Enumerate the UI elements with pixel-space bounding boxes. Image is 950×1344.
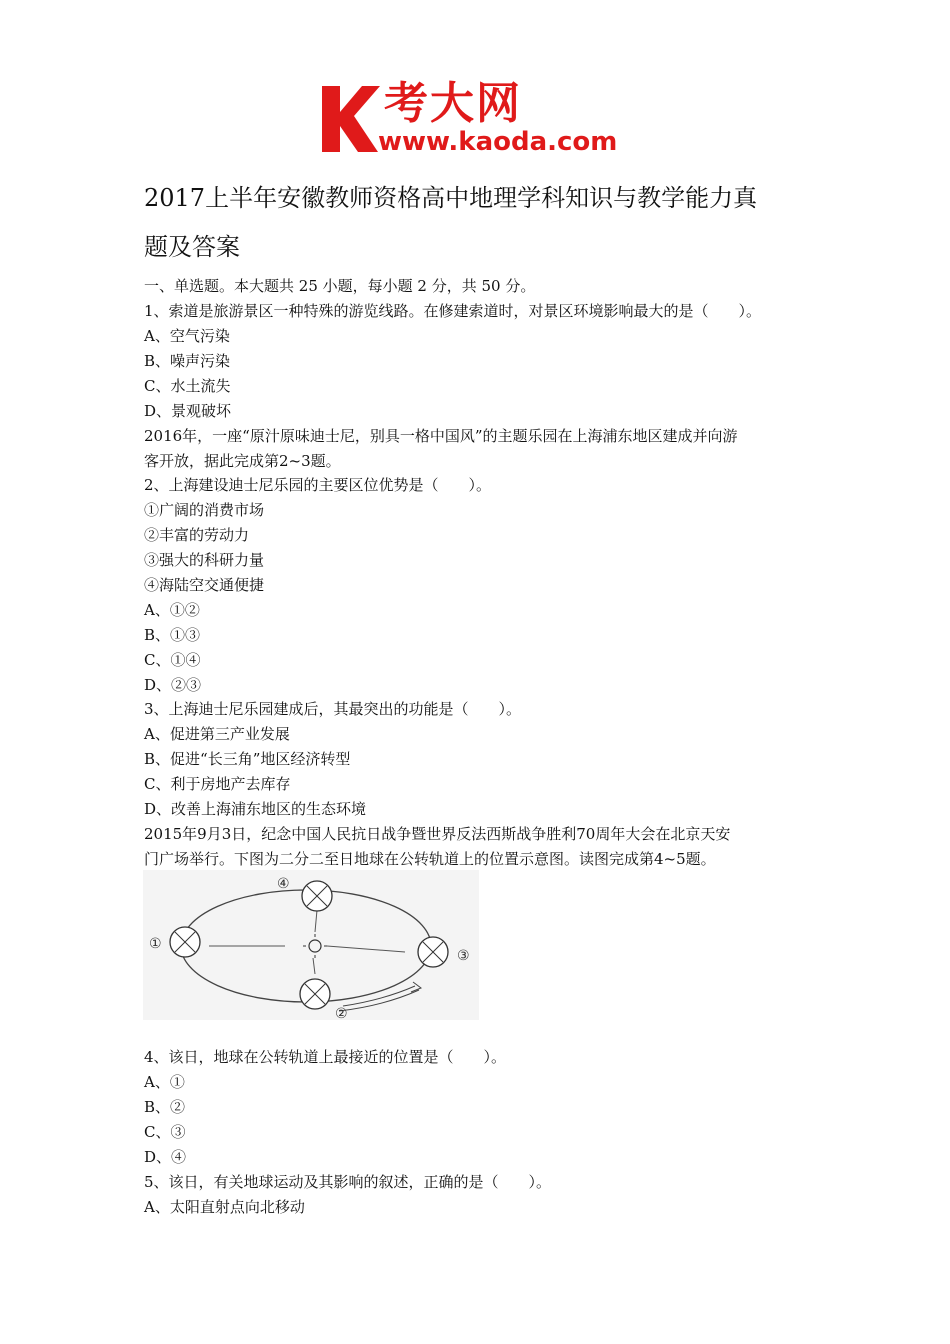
option-line: C、利于房地产去库存 xyxy=(144,775,291,793)
page-title-line-1: 2017上半年安徽教师资格高中地理学科知识与教学能力真 xyxy=(144,184,758,212)
question-5: 5、该日，有关地球运动及其影响的叙述，正确的是（ ）。 xyxy=(144,1173,552,1191)
statement-line: ③强大的科研力量 xyxy=(144,551,265,569)
option-line: A、①② xyxy=(144,601,200,619)
position-label: ④ xyxy=(277,876,290,892)
statement-line: ①广阔的消费市场 xyxy=(144,501,265,519)
option-line: C、水土流失 xyxy=(144,377,231,395)
position-label: ③ xyxy=(457,948,470,964)
option-line: B、噪声污染 xyxy=(144,352,231,370)
position-label: ② xyxy=(335,1006,348,1020)
option-line: D、改善上海浦东地区的生态环境 xyxy=(144,800,367,818)
k-logo-icon xyxy=(318,82,382,154)
passage-line: 2015年9月3日，纪念中国人民抗日战争暨世界反法西斯战争胜利70周年大会在北京天安 xyxy=(144,825,731,843)
question-1: 1、索道是旅游景区一种特殊的游览线路。在修建索道时，对景区环境影响最大的是（ ）。 xyxy=(144,302,762,320)
statement-line: ④海陆空交通便捷 xyxy=(144,576,265,594)
option-line: D、景观破坏 xyxy=(144,402,232,420)
option-line: C、①④ xyxy=(144,651,201,669)
earth-icon xyxy=(302,881,332,911)
sun-icon xyxy=(303,934,327,958)
earth-orbit-diagram xyxy=(143,870,479,1020)
option-line: A、空气污染 xyxy=(144,327,230,345)
option-line: D、④ xyxy=(144,1148,187,1166)
earth-icon xyxy=(300,979,330,1009)
section-heading: 一、单选题。本大题共 25 小题，每小题 2 分，共 50 分。 xyxy=(144,277,536,295)
orbit-direction-arrow-icon xyxy=(339,982,421,1011)
option-line: B、② xyxy=(144,1098,186,1116)
passage-line: 2016年，一座“原汁原味迪士尼，别具一格中国风”的主题乐园在上海浦东地区建成并向游 xyxy=(144,427,738,445)
logo-brand-text: 考大网 xyxy=(384,78,522,129)
question-3: 3、上海迪士尼乐园建成后，其最突出的功能是（ ）。 xyxy=(144,700,522,718)
passage-line: 客开放，据此完成第2~3题。 xyxy=(144,452,341,470)
option-line: A、① xyxy=(144,1073,185,1091)
option-line: A、促进第三产业发展 xyxy=(144,725,290,743)
statement-line: ②丰富的劳动力 xyxy=(144,526,250,544)
option-line: C、③ xyxy=(144,1123,186,1141)
earth-icon xyxy=(418,937,448,967)
question-4: 4、该日，地球在公转轨道上最接近的位置是（ ）。 xyxy=(144,1048,507,1066)
option-line: A、太阳直射点向北移动 xyxy=(144,1198,305,1216)
page-title-line-2: 题及答案 xyxy=(144,233,240,261)
option-line: B、促进“长三角”地区经济转型 xyxy=(144,750,351,768)
passage-line: 门广场举行。下图为二分二至日地球在公转轨道上的位置示意图。读图完成第4~5题。 xyxy=(144,850,716,868)
option-line: D、②③ xyxy=(144,676,202,694)
kaoda-logo xyxy=(318,78,648,160)
logo-url: www.kaoda.com xyxy=(378,127,618,157)
earth-icon xyxy=(170,927,200,957)
question-2: 2、上海建设迪士尼乐园的主要区位优势是（ ）。 xyxy=(144,476,492,494)
option-line: B、①③ xyxy=(144,626,201,644)
position-label: ① xyxy=(149,936,162,952)
